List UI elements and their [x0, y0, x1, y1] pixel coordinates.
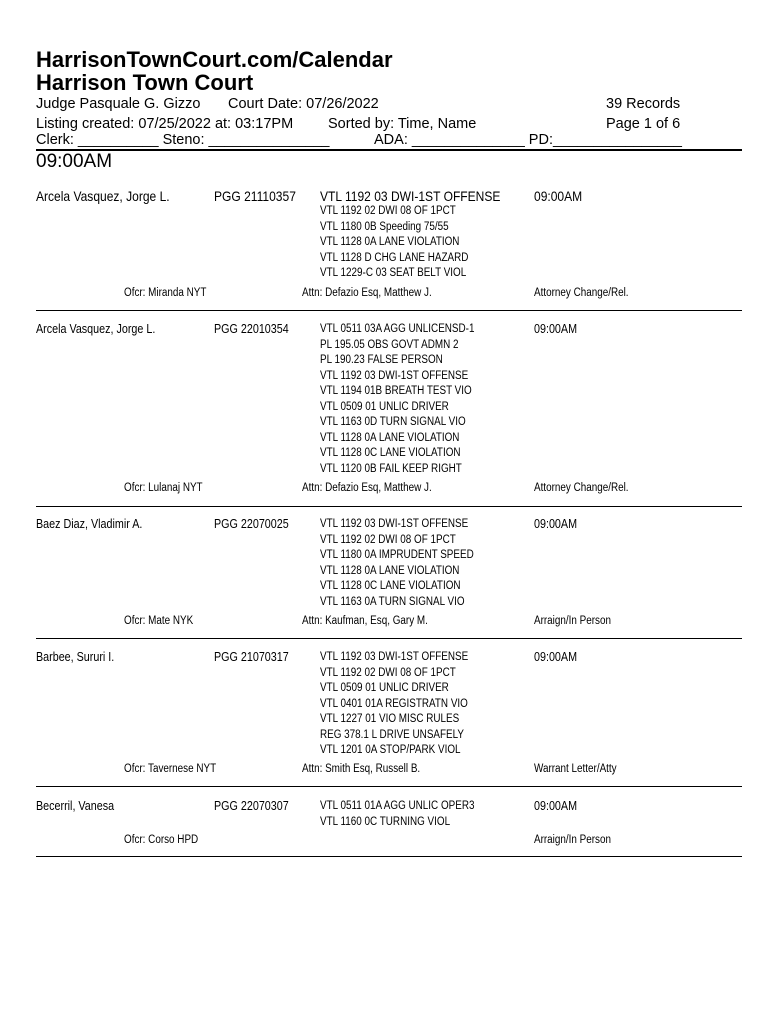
attorney-name: Attn: Defazio Esq, Matthew J. [302, 287, 432, 299]
judge-name: Judge Pasquale G. Gizzo [36, 96, 201, 112]
report-header [36, 48, 742, 148]
charge-line: VTL 1163 0A TURN SIGNAL VIO [320, 595, 465, 608]
docket-number: PGG 21110357 [214, 188, 296, 204]
charge-line: VTL 1192 03 DWI-1ST OFFENSE [320, 518, 469, 530]
header-row-judge [36, 94, 742, 114]
header-row-clerk [36, 132, 742, 148]
charge-line: VTL 1128 0C LANE VIOLATION [320, 580, 461, 592]
case-status: Warrant Letter/Atty [534, 763, 617, 775]
defendant-name: Barbee, Sururi I. [36, 650, 115, 664]
charge-line: PL 195.05 OBS GOVT ADMN 2 [320, 338, 459, 351]
charge-line: VTL 1163 0D TURN SIGNAL VIO [320, 416, 466, 428]
charge-list [320, 322, 474, 477]
charge-line: VTL 0511 01A AGG UNLIC OPER3 [320, 800, 475, 812]
case-status: Arraign/In Person [534, 834, 611, 846]
docket-number: PGG 22010354 [214, 322, 289, 336]
case-divider [36, 638, 742, 639]
charge-line: VTL 0509 01 UNLIC DRIVER [320, 682, 449, 694]
case-divider [36, 506, 742, 507]
sorted-by: Sorted by: Time, Name [328, 116, 477, 132]
charge-line: VTL 1229-C 03 SEAT BELT VIOL [320, 267, 467, 279]
charge-line: VTL 1128 0A LANE VIOLATION [320, 564, 460, 577]
charge-line: REG 378.1 L DRIVE UNSAFELY [320, 728, 465, 741]
appearance-time: 09:00AM [534, 650, 578, 664]
charge-list [320, 517, 474, 610]
charge-line: VTL 1192 03 DWI-1ST OFFENSE [320, 188, 501, 204]
charge-list [320, 188, 500, 282]
charge-line: VTL 1120 0B FAIL KEEP RIGHT [320, 462, 462, 475]
case-status: Attorney Change/Rel. [534, 287, 629, 299]
defendant-name: Arcela Vasquez, Jorge L. [36, 322, 156, 336]
charge-line: PL 190.23 FALSE PERSON [320, 354, 443, 366]
defendant-name: Baez Diaz, Vladimir A. [36, 517, 143, 531]
record-count: 39 Records [606, 96, 681, 112]
court-date: Court Date: 07/26/2022 [228, 96, 379, 112]
docket-number: PGG 21070317 [214, 650, 289, 664]
clerk-steno-line: Clerk: __________ Steno: _______________ [36, 132, 330, 148]
charge-line: VTL 0401 01A REGISTRATN VIO [320, 697, 468, 710]
attorney-name: Attn: Smith Esq, Russell B. [302, 763, 421, 775]
charge-line: VTL 1192 02 DWI 08 OF 1PCT [320, 205, 456, 217]
charge-list [320, 799, 474, 830]
appearance-time: 09:00AM [534, 799, 578, 813]
attorney-name: Attn: Kaufman, Esq, Gary M. [302, 615, 428, 627]
officer-name: Ofcr: Tavernese NYT [124, 763, 217, 775]
header-row-listing [36, 114, 742, 132]
defendant-name: Arcela Vasquez, Jorge L. [36, 188, 170, 204]
court-name: Harrison Town Court [36, 70, 254, 95]
case-divider [36, 310, 742, 311]
case-divider [36, 856, 742, 857]
charge-line: VTL 1192 02 DWI 08 OF 1PCT [320, 666, 456, 679]
charge-line: VTL 0509 01 UNLIC DRIVER [320, 400, 449, 413]
docket-number: PGG 22070025 [214, 517, 289, 531]
report-title-url: HarrisonTownCourt.com/Calendar [36, 47, 393, 72]
charge-line: VTL 1227 01 VIO MISC RULES [320, 713, 460, 725]
charge-line: VTL 1180 0B Speeding 75/55 [320, 220, 449, 233]
appearance-time: 09:00AM [534, 517, 578, 531]
charge-line: VTL 1201 0A STOP/PARK VIOL [320, 744, 461, 756]
page-number: Page 1 of 6 [606, 116, 681, 132]
defendant-name: Becerril, Vanesa [36, 799, 115, 813]
charge-line: VTL 1192 02 DWI 08 OF 1PCT [320, 533, 456, 546]
header-divider [36, 149, 742, 151]
charge-line: VTL 1192 03 DWI-1ST OFFENSE [320, 651, 469, 663]
charge-list [320, 650, 468, 759]
charge-line: VTL 1128 D CHG LANE HAZARD [320, 251, 469, 264]
listing-created: Listing created: 07/25/2022 at: 03:17PM [36, 116, 294, 132]
officer-name: Ofcr: Miranda NYT [124, 287, 207, 299]
charge-line: VTL 1128 0C LANE VIOLATION [320, 447, 461, 459]
charge-line: VTL 1128 0A LANE VIOLATION [320, 431, 460, 444]
attorney-name: Attn: Defazio Esq, Matthew J. [302, 482, 432, 494]
appearance-time: 09:00AM [534, 322, 578, 336]
appearance-time: 09:00AM [534, 188, 583, 204]
officer-name: Ofcr: Mate NYK [124, 615, 194, 627]
charge-line: VTL 1180 0A IMPRUDENT SPEED [320, 549, 474, 561]
charge-line: VTL 1194 01B BREATH TEST VIO [320, 385, 472, 397]
case-status: Attorney Change/Rel. [534, 482, 629, 494]
time-slot-heading: 09:00AM [36, 151, 113, 172]
officer-name: Ofcr: Corso HPD [124, 834, 199, 846]
charge-line: VTL 0511 03A AGG UNLICENSD-1 [320, 323, 475, 335]
case-divider [36, 786, 742, 787]
docket-number: PGG 22070307 [214, 799, 289, 813]
charge-line: VTL 1128 0A LANE VIOLATION [320, 236, 460, 248]
charge-line: VTL 1192 03 DWI-1ST OFFENSE [320, 369, 469, 382]
charge-line: VTL 1160 0C TURNING VIOL [320, 815, 451, 828]
case-status: Arraign/In Person [534, 615, 611, 627]
officer-name: Ofcr: Lulanaj NYT [124, 482, 203, 494]
ada-pd-line: ADA: ______________ PD:________________ [374, 132, 682, 148]
